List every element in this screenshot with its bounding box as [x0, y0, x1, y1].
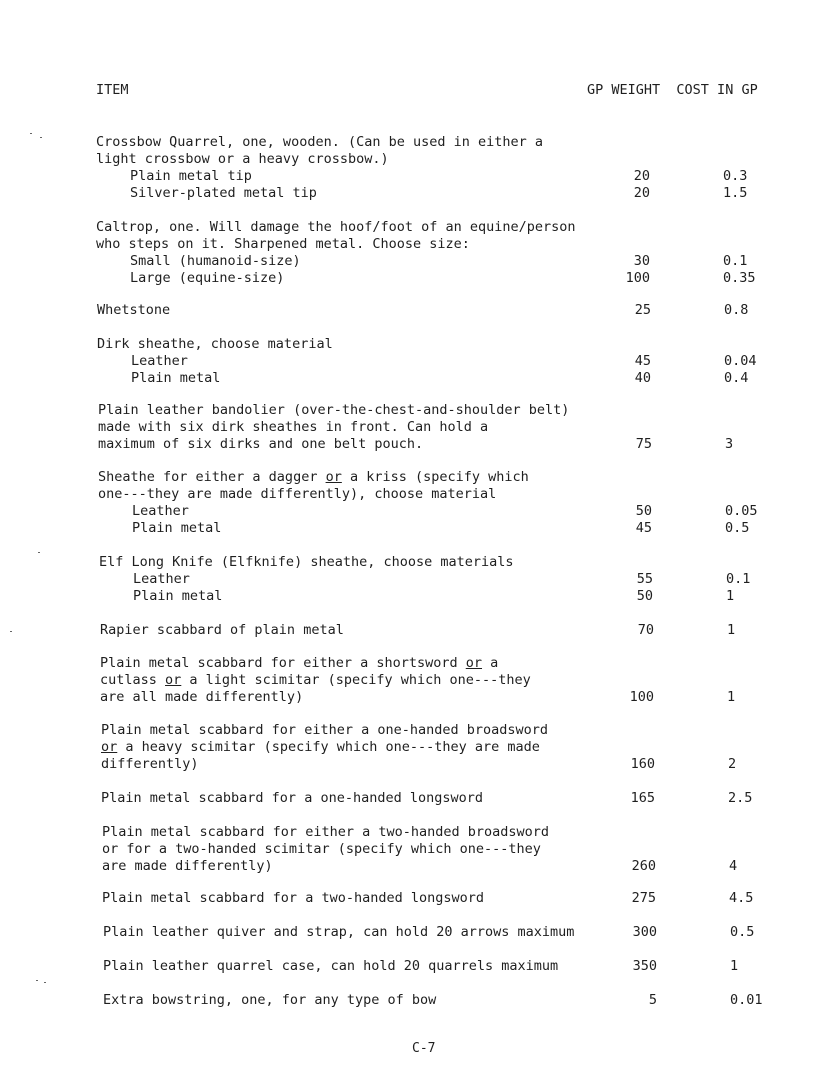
item-option-text: Leather: [133, 571, 190, 587]
scan-speck: [30, 133, 32, 134]
item-line: [99, 588, 799, 605]
item-line: [97, 302, 797, 319]
item-line: [103, 958, 803, 975]
item-line: [96, 151, 796, 168]
item-description: are all made differently): [100, 689, 304, 705]
item-line: [96, 168, 796, 185]
item-entry: [98, 402, 798, 453]
item-line: [101, 739, 801, 756]
column-headers-right: [587, 82, 758, 98]
weight-value: 55: [636, 571, 653, 587]
item-description: one---they are made differently), choose material: [98, 486, 497, 502]
item-entry: [98, 469, 798, 537]
item-option-text: Small (humanoid-size): [130, 253, 301, 269]
item-entry: [97, 302, 797, 319]
cost-value: 2.5: [728, 790, 753, 806]
item-option-text: Leather: [131, 353, 188, 369]
cost-value: 0.5: [730, 924, 755, 940]
item-line: [96, 253, 796, 270]
item-line: [98, 469, 798, 486]
item-description: Plain metal scabbard for either a shortsword or a: [100, 655, 499, 671]
weight-value: 50: [635, 503, 652, 519]
item-description: Plain metal scabbard for a two-handed longsword: [102, 890, 485, 906]
item-description: Whetstone: [97, 302, 171, 318]
weight-value: 70: [637, 622, 654, 638]
item-line: [102, 824, 802, 841]
item-line: [96, 134, 796, 151]
item-description: Extra bowstring, one, for any type of bow: [103, 992, 437, 1008]
item-line: [101, 722, 801, 739]
weight-value: 165: [630, 790, 655, 806]
cost-value: 3: [725, 436, 734, 452]
item-option-text: Large (equine-size): [130, 270, 285, 286]
item-description: Caltrop, one. Will damage the hoof/foot of an equine/person: [96, 219, 576, 235]
scan-speck: [10, 631, 12, 632]
item-entry: [96, 219, 796, 287]
item-line: [96, 219, 796, 236]
weight-value: 350: [632, 958, 657, 974]
scan-speck: [36, 980, 38, 981]
item-entry: [103, 992, 803, 1009]
item-entry: [102, 890, 802, 907]
weight-value: 45: [635, 520, 652, 536]
cost-value: 0.01: [730, 992, 763, 1008]
item-line: [99, 554, 799, 571]
item-description: Plain leather bandolier (over-the-chest-and-shoulder belt): [98, 402, 570, 418]
item-line: [100, 655, 800, 672]
item-description: light crossbow or a heavy crossbow.): [96, 151, 389, 167]
cost-value: 0.3: [723, 168, 748, 184]
item-entry: [97, 336, 797, 387]
item-line: [96, 270, 796, 287]
weight-value: 50: [636, 588, 653, 604]
item-line: [100, 622, 800, 639]
weight-value: 100: [629, 689, 654, 705]
weight-value: 25: [634, 302, 651, 318]
item-entry: [96, 134, 796, 202]
item-option-text: Plain metal: [131, 370, 221, 386]
item-entry: [103, 958, 803, 975]
item-description: made with six dirk sheathes in front. Can hold a: [98, 419, 489, 435]
item-line: [100, 672, 800, 689]
cost-value: 0.8: [724, 302, 749, 318]
weight-value: 160: [630, 756, 655, 772]
item-description: Plain metal scabbard for either a two-handed broadsword: [102, 824, 550, 840]
item-line: [103, 924, 803, 941]
weight-value: 5: [648, 992, 657, 1008]
item-line: [98, 402, 798, 419]
item-description: cutlass or a light scimitar (specify which one---they: [100, 672, 531, 688]
weight-value: 30: [633, 253, 650, 269]
item-line: [97, 336, 797, 353]
item-line: [97, 370, 797, 387]
item-line: [103, 992, 803, 1009]
cost-value: 4: [729, 858, 738, 874]
weight-value: 75: [635, 436, 652, 452]
page-number: C-7: [412, 1041, 436, 1056]
cost-value: 1: [726, 588, 735, 604]
item-line: [98, 503, 798, 520]
cost-value: 1: [727, 622, 736, 638]
item-option-text: Plain metal: [132, 520, 222, 536]
item-entry: [103, 924, 803, 941]
item-description: Plain leather quarrel case, can hold 20 quarrels maximum: [103, 958, 559, 974]
item-description: maximum of six dirks and one belt pouch.: [98, 436, 424, 452]
item-description: or a heavy scimitar (specify which one---they are made: [101, 739, 540, 755]
item-line: [100, 689, 800, 706]
weight-value: 20: [633, 185, 650, 201]
item-line: [97, 353, 797, 370]
weight-value: 260: [631, 858, 656, 874]
weight-value: 45: [634, 353, 651, 369]
item-description: who steps on it. Sharpened metal. Choose size:: [96, 236, 470, 252]
scan-speck: [38, 552, 40, 553]
weight-value: 300: [632, 924, 657, 940]
cost-value: 0.4: [724, 370, 749, 386]
cost-value: 0.35: [723, 270, 756, 286]
item-line: [102, 858, 802, 875]
item-entry: [100, 622, 800, 639]
weight-value: 20: [633, 168, 650, 184]
item-entry: [99, 554, 799, 605]
scan-speck: [40, 137, 42, 138]
column-header-item: ITEM: [96, 82, 129, 98]
item-description: differently): [101, 756, 199, 772]
item-option-text: Plain metal: [133, 588, 223, 604]
item-entry: [101, 722, 801, 773]
item-description: Sheathe for either a dagger or a kriss (specify which: [98, 469, 529, 485]
item-line: [102, 890, 802, 907]
item-description: Plain leather quiver and strap, can hold 20 arrows maximum: [103, 924, 575, 940]
item-line: [98, 520, 798, 537]
cost-value: 0.05: [725, 503, 758, 519]
item-entry: [101, 790, 801, 807]
item-line: [98, 486, 798, 503]
item-line: [102, 841, 802, 858]
cost-value: 4.5: [729, 890, 754, 906]
item-line: [99, 571, 799, 588]
item-description: Plain metal scabbard for a one-handed longsword: [101, 790, 484, 806]
item-line: [96, 236, 796, 253]
item-line: [101, 756, 801, 773]
cost-value: 0.04: [724, 353, 757, 369]
item-description: are made differently): [102, 858, 273, 874]
scan-speck: [44, 982, 46, 983]
weight-value: 100: [625, 270, 650, 286]
item-option-text: Leather: [132, 503, 189, 519]
item-description: Dirk sheathe, choose material: [97, 336, 333, 352]
cost-value: 2: [728, 756, 737, 772]
cost-value: 0.1: [726, 571, 751, 587]
item-option-text: Silver-plated metal tip: [130, 185, 317, 201]
item-option-text: Plain metal tip: [130, 168, 252, 184]
weight-value: 275: [631, 890, 656, 906]
column-header-cost: COST IN GP: [676, 82, 758, 98]
column-header-weight: GP WEIGHT: [587, 82, 661, 98]
cost-value: 1.5: [723, 185, 748, 201]
item-line: [96, 185, 796, 202]
cost-value: 1: [727, 689, 736, 705]
cost-value: 1: [730, 958, 739, 974]
cost-value: 0.1: [723, 253, 748, 269]
item-description: or for a two-handed scimitar (specify which one---they: [102, 841, 541, 857]
item-entry: [100, 655, 800, 706]
item-description: Elf Long Knife (Elfknife) sheathe, choose materials: [99, 554, 514, 570]
item-description: Plain metal scabbard for either a one-handed broadsword: [101, 722, 549, 738]
weight-value: 40: [634, 370, 651, 386]
item-entry: [102, 824, 802, 875]
item-description: Crossbow Quarrel, one, wooden. (Can be used in either a: [96, 134, 544, 150]
item-line: [98, 436, 798, 453]
cost-value: 0.5: [725, 520, 750, 536]
item-line: [98, 419, 798, 436]
item-line: [101, 790, 801, 807]
item-description: Rapier scabbard of plain metal: [100, 622, 344, 638]
